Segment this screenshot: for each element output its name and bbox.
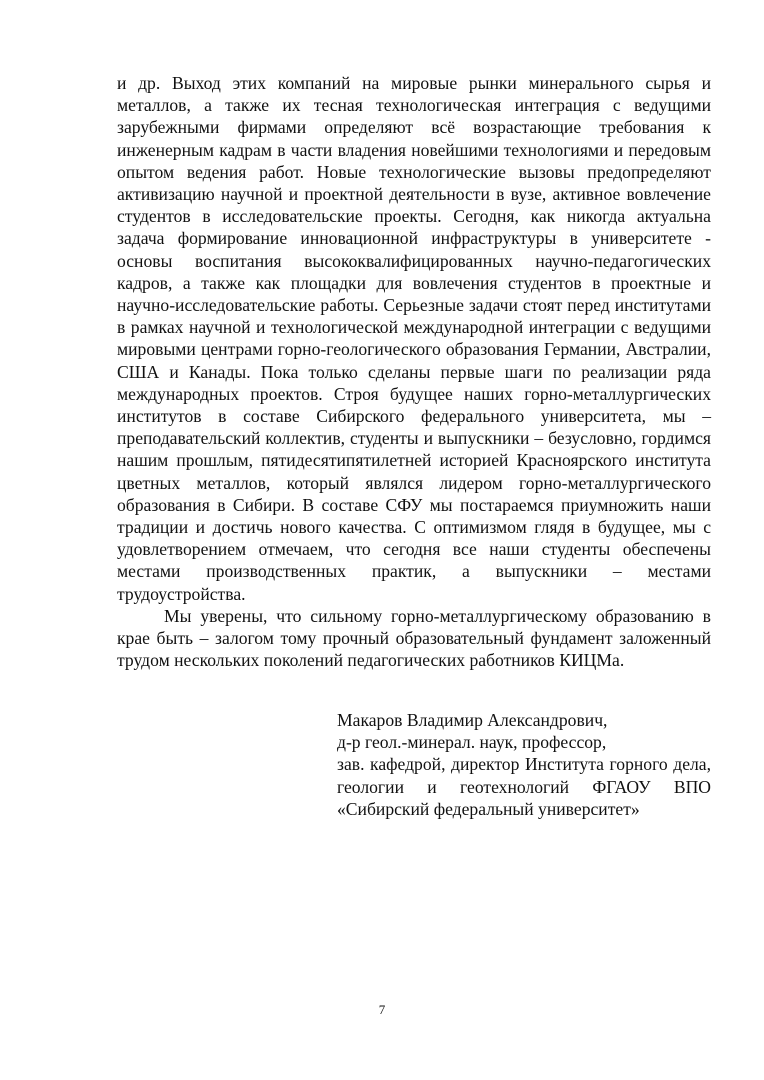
- author-degree: д-р геол.-минерал. наук, профессор,: [337, 732, 607, 753]
- author-name: Макаров Владимир Александрович,: [337, 710, 608, 730]
- paragraph: и др. Выход этих компаний на мировые рынки минерального сырья и металлов, а также их тесная технологическая интеграция с ведущими зарубежными фирмами определяют всё возрастающие требования к инженерным кадрам в части владения новейшими технологиями и передовым опытом ведения работ. Новые технологические вызовы предопределяют активизацию научной и проектной деятельности в вузе, активное вовлечение студентов в исследовательские проекты. Сегодня, как никогда актуальна задача формирование инновационной инфраструктуры в университете - основы воспитания высококвалифицированных научно-педагогических кадров, а также как площадки для вовлечения студентов в проектные и научно-исследовательские работы. Серьезные задачи стоят перед институтами в рамках научной и технологической международной интеграции с ведущими мировыми центрами горно-геологического образования Германии, Австралии, США и Канады. Пока только сделаны первые шаги по реализации ряда международных проектов. Строя будущее наших горно-металлургических институтов в составе Сибирского федерального университета, мы – преподавательский коллектив, студенты и выпускники – безусловно, гордимся нашим прошлым, пятидесятипятилетней историей Красноярского института цветных металлов, который являлся лидером горно-металлургического образования в Сибири. В составе СФУ мы постараемся приумножить наши традиции и достичь нового качества. С оптимизмом глядя в будущее, мы с удовлетворением отмечаем, что сегодня все наши студенты обеспечены местами производственных практик, а выпускники – местами трудоустройства.: [117, 73, 711, 604]
- body-text: [117, 72, 711, 671]
- author-position: зав. кафедрой, директор Института горного дела, геологии и геотехнологий ФГАОУ ВПО «Сибирский федеральный университет»: [337, 754, 711, 819]
- signature-block: [337, 709, 711, 820]
- page-number: 7: [378, 1002, 386, 1017]
- paragraph: Мы уверены, что сильному горно-металлургическому образованию в крае быть – залогом тому прочный образовательный фундамент заложенный трудом нескольких поколений педагогических работников КИЦМа.: [117, 605, 711, 671]
